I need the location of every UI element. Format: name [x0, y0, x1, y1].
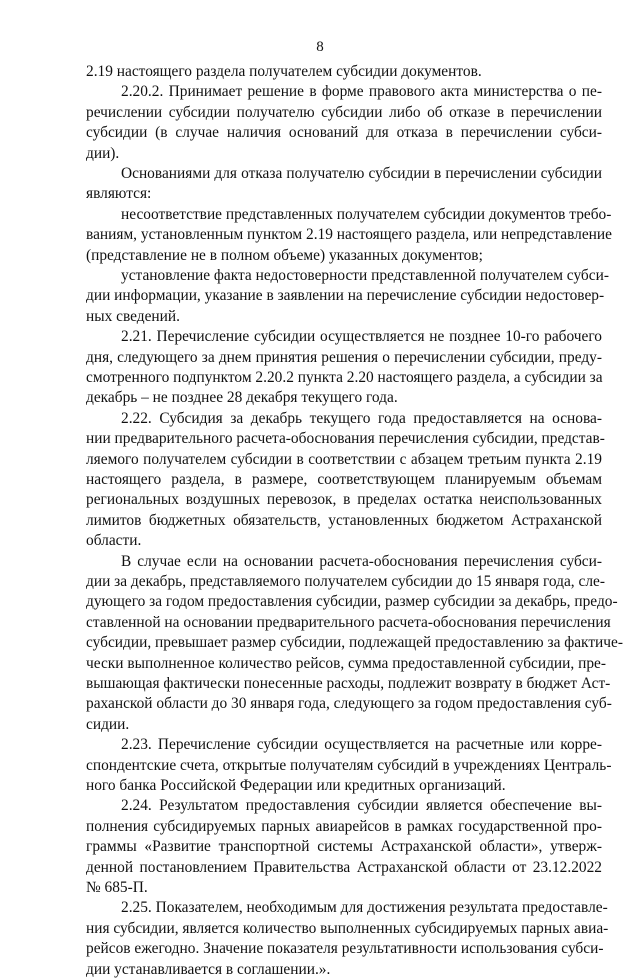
text-line: речислении субсидии получателю субсидии либо об отказе в перечислении [86, 103, 602, 121]
text-line: ляемого получателем субсидии в соответствии с абзацем третьим пункта 2.19 [86, 450, 602, 468]
text-line: граммы «Развитие транспортной системы Астраханской области», утверж- [86, 838, 602, 856]
text-line: 2.24. Результатом предоставления субсидии является обеспечение вы- [121, 797, 602, 815]
text-line: дии за декабрь, представляемого получателем субсидии до 15 января года, сле- [86, 573, 605, 590]
text-line: В случае если на основании расчета-обоснования перечисления субси- [121, 552, 602, 570]
text-line: ных сведений. [86, 307, 180, 325]
text-line: спондентские счета, открытые получателям субсидий в учреждениях Централь- [86, 756, 612, 774]
text-line: субсидии (в случае наличия оснований для отказа в перечислении субси- [86, 124, 602, 142]
text-line: ваниям, установленным пунктом 2.19 настоящего раздела, или непредставление [86, 226, 612, 244]
text-line: полнения субсидируемых парных авиарейсов в рамках государственной про- [86, 817, 602, 835]
text-line: области. [86, 532, 142, 550]
text-line: сидии. [86, 715, 130, 733]
text-line: ния субсидии, является количество выполненных субсидируемых парных авиа- [86, 919, 609, 937]
text-line: 2.20.2. Принимает решение в форме правового акта министерства о пе- [121, 83, 602, 101]
text-line: 2.22. Субсидия за декабрь текущего года предоставляется на основа- [121, 409, 602, 427]
text-line: 2.21. Перечисление субсидии осуществляется не позднее 10-го рабочего [121, 328, 602, 346]
text-line: чески выполненное количество рейсов, сумма предоставленной субсидии, пре- [86, 654, 606, 672]
page-number: 8 [316, 39, 324, 55]
text-line: субсидии, превышает размер субсидии, подлежащей предоставлению за фактиче- [86, 634, 623, 652]
text-line: дии). [86, 144, 120, 162]
text-line: дии устанавливается в соглашении.». [86, 960, 331, 978]
text-line: рейсов ежегодно. Значение показателя результативности использования субси- [86, 940, 604, 958]
text-line: несоответствие представленных получателем субсидии документов требо- [121, 205, 612, 223]
text-line: декабрь – не позднее 28 декабря текущего года. [86, 389, 398, 407]
text-line: 2.19 настоящего раздела получателем субсидии документов. [86, 63, 482, 80]
text-line: вышающая фактически понесенные расходы, подлежит возврату в бюджет Аст- [86, 675, 611, 692]
text-line: смотренного подпунктом 2.20.2 пункта 2.20 настоящего раздела, а субсидии за [86, 369, 603, 386]
text-line: дии информации, указание в заявлении на перечисление субсидии недостовер- [86, 287, 605, 305]
text-line: нии предварительного расчета-обоснования перечисления субсидии, представ- [86, 430, 605, 448]
text-line: ного банка Российской Федерации или кредитных организаций. [86, 777, 506, 794]
text-line: (представление не в полном объеме) указанных документов; [86, 246, 483, 264]
text-line: установление факта недостоверности представленной получателем субси- [121, 267, 609, 284]
text-line: являются: [86, 185, 152, 203]
text-line: региональных воздушных перевозок, в пределах остатка неиспользованных [86, 491, 602, 509]
text-line: ставленной на основании предварительного расчета-обоснования перечисления [86, 613, 611, 631]
text-line: настоящего раздела, в размере, соответствующем планируемым объемам [86, 471, 602, 488]
text-line: дня, следующего за днем принятия решения о перечислении субсидии, преду- [86, 348, 602, 366]
text-line: № 685-П. [86, 879, 148, 896]
text-line: дующего за годом предоставления субсидии, размер субсидии за декабрь, предо- [86, 593, 618, 611]
text-line: лимитов бюджетных обязательств, установленных бюджетом Астраханской [86, 511, 602, 529]
text-line: 2.25. Показателем, необходимым для достижения результата предоставле- [121, 899, 608, 917]
text-line: денной постановлением Правительства Астраханской области от 23.12.2022 [86, 858, 602, 876]
text-line: 2.23. Перечисление субсидии осуществляется на расчетные или корре- [121, 736, 602, 754]
text-line: раханской области до 30 января года, следующего за годом предоставления суб- [86, 695, 612, 713]
text-line: Основаниями для отказа получателю субсидии в перечислении субсидии [121, 165, 602, 182]
